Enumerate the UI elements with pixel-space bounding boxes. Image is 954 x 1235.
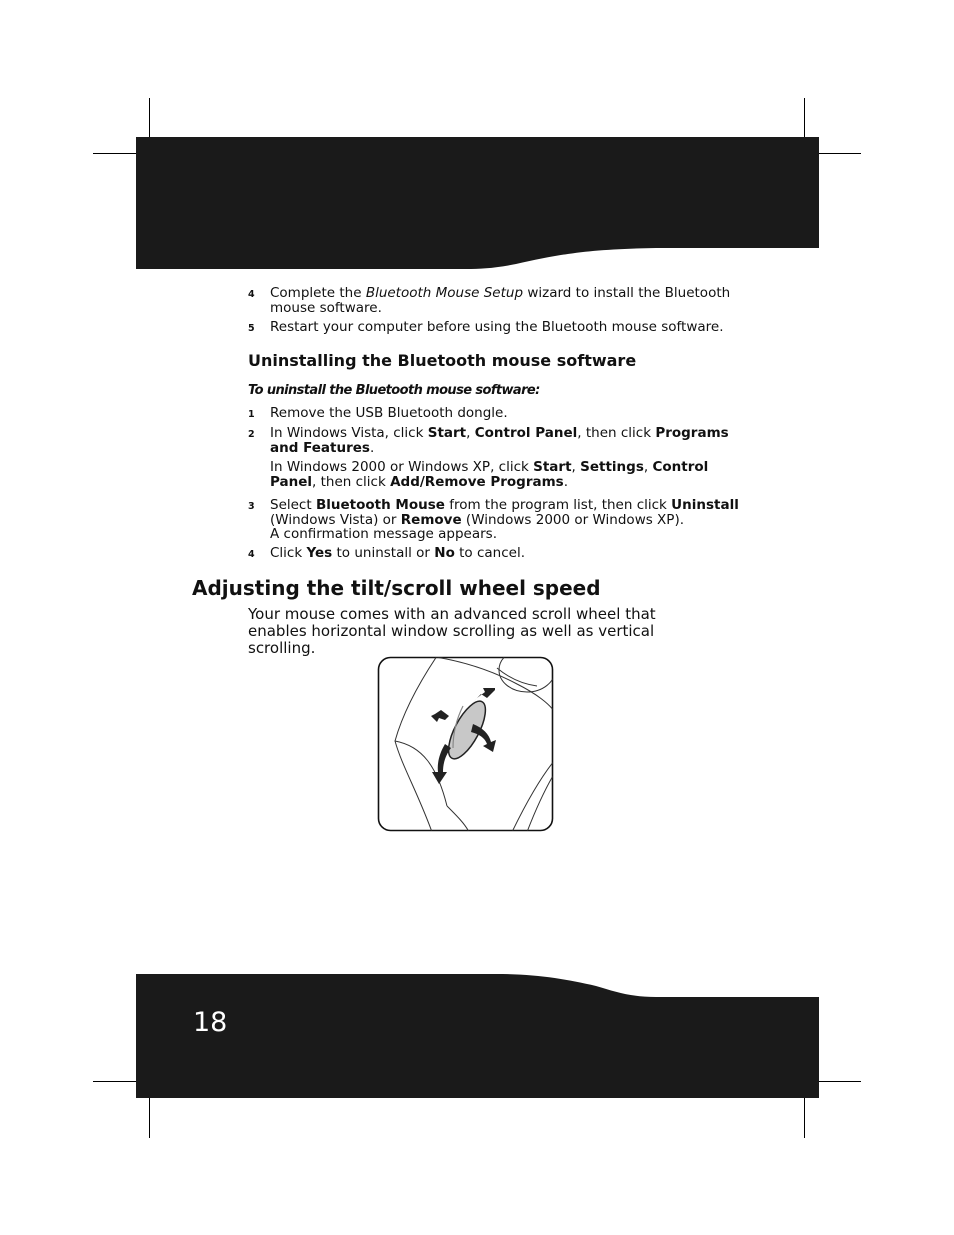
procedure-label: To uninstall the Bluetooth mouse software: <box>248 383 540 398</box>
crop-mark <box>804 1096 805 1138</box>
step-text: Complete the Bluetooth Mouse Setup wizard to install the Bluetooth mouse software. <box>270 285 731 316</box>
header-band <box>136 137 819 269</box>
step-text: Select Bluetooth Mouse from the program list, then click Uninstall (Windows Vista) or Remove (Windows 2000 or Windows XP). A confirmation message appears. <box>270 497 739 542</box>
crop-mark <box>817 153 861 154</box>
crop-mark <box>93 1081 137 1082</box>
uninstall-heading: Uninstalling the Bluetooth mouse software <box>248 351 637 370</box>
section-intro: Your mouse comes with an advanced scroll wheel that enables horizontal window scrolling as well as vertical scrolling. <box>248 605 656 657</box>
step-text: In Windows Vista, click Start, Control Panel, then click Programs and Features. <box>270 425 729 456</box>
step-number: 1 <box>248 409 255 420</box>
footer-band-shape <box>136 974 819 1098</box>
step-text: Remove the USB Bluetooth dongle. <box>270 405 508 421</box>
crop-mark <box>804 98 805 140</box>
crop-mark <box>817 1081 861 1082</box>
step-alt-text: In Windows 2000 or Windows XP, click Start, Settings, Control Panel, then click Add/Remove Programs. <box>270 459 709 490</box>
step-note: A confirmation message appears. <box>270 526 497 542</box>
step-number: 2 <box>248 429 255 440</box>
header-band-shape <box>136 137 819 269</box>
step-number: 4 <box>248 289 255 300</box>
crop-mark <box>93 153 137 154</box>
footer-band <box>136 974 819 1098</box>
crop-mark <box>149 1096 150 1138</box>
mouse-scroll-wheel-illustration <box>377 656 554 832</box>
step-number: 3 <box>248 501 255 512</box>
section-heading: Adjusting the tilt/scroll wheel speed <box>192 576 601 600</box>
step-number: 4 <box>248 549 255 560</box>
step-number: 5 <box>248 323 255 334</box>
crop-mark <box>149 98 150 140</box>
step-text: Restart your computer before using the Bluetooth mouse software. <box>270 319 724 335</box>
step-text: Click Yes to uninstall or No to cancel. <box>270 545 526 561</box>
page-number: 18 <box>193 1007 228 1038</box>
